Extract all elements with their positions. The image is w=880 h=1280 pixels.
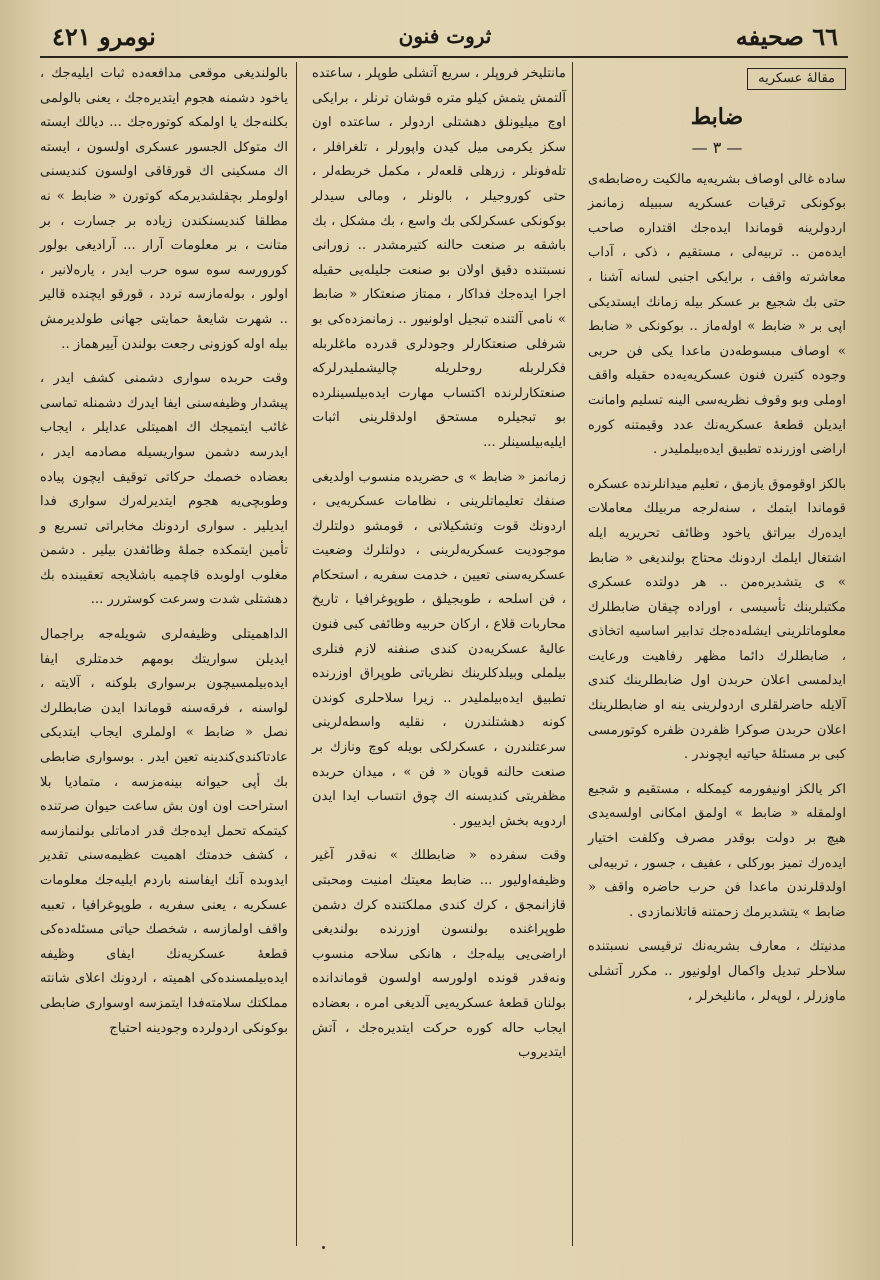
- article-title: ضابط: [690, 103, 744, 130]
- column-divider: [296, 62, 297, 1246]
- paragraph: مانتلیخر فروپلر ، سریع آتشلی طوپلر ، ساعتده آلتمش یتمش كیلو متره قوشان ترنلر ، برایكی اوچ میلیونلق دهشتلی اردولر ، ساعتده اون سكز یكرمی میل كیدن واپورلر ، تلغرافلر ، تله‌فونلر ، زرهلی قلعه‌لر ، مكمل خربطه‌لر ، حتی كوروجیلر ، بالونلر ، ومالی سیدلر بوكونكی عسكرلكی بك واسع ، بك مشكل ، بك باشقه بر صنعت حالنه كتیرمشدر .. زورانی نسبتنده دقیق اولان بو صنعت جلیله‌یی حقیله اجرا ایده‌جك فداكار ، ممتاز صنعتكار « ضابط » نامی آلتنده تبجیل اولونیور .. زمانمزده‌كی بو شرفلی صنعتكارلر وجودلری قدرده ماغلربله فكرلربله روحلریله چالیشملیدرلركه صنعتكارلرنده اكتساب مهارت ایده‌بیلسینلرده بو تبجیلره مستحق اولدقلرینی اثبات ایلیه‌بیلسینلر ...: [312, 66, 566, 450]
- paragraph: وقت حربده سواری دشمنی كشف ایدر ، پیشدار وظیفه‌سنی ایفا ایدرك دشمنله تماسی غائب ایتمیجك اك اهمیتلی عدایلر ، ایجاب ایدرسه دشمن سواریسیله مصادمه ایدر ، بعضاده خصمك حركاتی توقیف ایچون پیاده وطوبچی‌یه هجوم ایتدیرلەرك سواری فدا ایدیلیر . سواری اردونك مخابراتی تسریع و تأمین ایتمكده جملهٔ وظائفدن بیلیر . دشمن مغلوب اولوبده قاچمیه باشلایجه تعقیبنده بك دهشتلی شدت وسرعت كوستررر ...: [40, 371, 288, 608]
- ink-speck: [322, 1246, 325, 1249]
- column-middle: [312, 62, 566, 1250]
- column-right: [588, 62, 846, 1250]
- header-rule: [40, 56, 848, 58]
- paragraph: بالكز اوقوموق یازمق ، تعلیم میدانلرنده عسكره قوماندا ایتمك ، سنه‌لرجه مربیلك معاملات ایده‌رك بیراتق یاخود وظائف تحریریه ایله اشتغال ایلمك اردونك محتاج بولندیغی « ضابط » ی یتشدیره‌من .. هر دولتده عسكری مكتبلرینك تأسیسی ، اوراده چیقان ضابطلرك معلوماتلرینی ایشله‌ده‌جك تدابیر اساسیه اتخاذی ، ضابطلرك دائما مظهر رفاهیت ورعایت ایدلمسی اعلان حربدن اول ضابطلرینك كندی آلایله حاضرلقلری اردولرینی ینه او ضابطلرینك اعلان حربدن صوكرا ظفردن ظفره كوتورمسی كبی بر مسئلهٔ حیاتیه ایچوندر .: [588, 476, 846, 763]
- journal-title: ثروت فنون: [398, 24, 492, 48]
- issue-number: نومرو ٤٢١: [52, 22, 156, 51]
- column-divider: [572, 62, 573, 1246]
- column-left: [40, 62, 288, 1250]
- paragraph: بالولندیغی موقعی مدافعه‌ده ثبات ایلیه‌جك ، یاخود دشمنه هجوم ایتدیره‌جك ، یعنی بالولمی بكلنه‌جك یا اولمكه كوتوره‌جك ... دیالك ایسته اك متوكل الجسور عسكری اولسون ، ایسته اك مسكینی اك قورقاقی اولسون كندیسنی اولوملر بچقلشدیرمكه كوتورن « ضابط » نه مطلقا كندیسنكندن زیاده بر جسارت ، بر متانت ، بر معلومات آرار ... آرادیغی بولور كورورسه سوه سوه حرب ایدر ، یارەلانیر ، اولور ، بولەمازسه تردد ، قورقو ایچنده قالیر .. شهرت شایعهٔ حمایتی جهانی طولدیرمش بیله اوله كوزونی رجعت بولندن آییرهماز ..: [40, 66, 288, 352]
- paragraph: ساده غالی اوصاف بشریه‌یه مالكیت ره‌ضابطه‌ی بوكونكی ترقیات عسكریه سببیله زمانمز اردولرینه قوماندا ایده‌جك اقتداره صاحب ایده‌من .. تربیه‌لی ، مستقیم ، ذكی ، آداب معاشرته واقف ، برایكی اجنبی لسانه آشنا ، حتی بك شجیع بر عسكر بیله زمانك ایستدیكی اپی بر « ضابط » اوله‌ماز .. بوكونكی « ضابط » اوصاف مبسوطه‌دن ماعدا یكی فن حربی وجوده كتیرن فنون عسكریه‌یه‌ده حقیله واقف اوملی وبو وقوف نظریه‌سی الینه تسلیم وامانت ایدیلن قطعهٔ عسكریه‌نك عدد وقیمتنه كوره اراضی اوزرنده تطبیق ایده‌بیلملیدر .: [588, 171, 846, 458]
- paragraph: اكر یالكز اونیفورمه كیمكله ، مستقیم و شجیع اولمقله « ضابط » اولمق امكانی اولسه‌یدی هیچ بر دولت بوقدر مصرف وكلفت اختیار ایده‌رك تمیز بوركلی ، عفیف ، جسور ، تربیه‌لی اولدقلرندن ماعدا فن حرب حاضره واقف « ضابط » یتشدیرمك زحمتنه قاتلانمازدی .: [588, 781, 846, 920]
- paragraph: الداهمیتلی وظیفه‌لری شویله‌جه براجمال ایدیلن سواریتك بومهم خدمتلری ایفا ایده‌بیلمسیچون برسواری بلوكنه ، آلایته ، لواسنه ، فرقه‌سنه قوماندا ایدن ضابطلرك نصل « ضابط » اولملری ایجاب ایتدیكی عادتاكندی‌كندینه تعین ایدر . بوسواری ضابطی بك أپی حیوانه بینه‌مزسه ، متمادیا بلا استراحت اون اون بش ساعت حیوان صرتنده كیتمكه تحمل ایده‌جك قدر ادماتلی بولنمازسه ، كشف خدمتك اهمیت عظیمه‌سنی تقدیر ایدوبده آنك ایفاسنه باردم ایلیه‌جك معلومات عسكریه ، یعنی سفریه ، طوپوغرافیا ، تعبیه واقف اولمازسه ، شخصك حیاتی مسئله‌ده‌كی قطعهٔ عسكریه‌نك ایفای وظیفه ایده‌بیلمسنده‌كی اهمیته ، اردونك اعلای شانته مملكتك سلامته‌فدا ایتمزسه اوسواری ضابطی بوكونكی اردولرده وجودینه احتیاج: [40, 627, 288, 1036]
- paragraph: وقت سفرده « ضابطلك » نه‌قدر آغیر وظیفه‌اولیور ... ضابط معیتك امنیت ومحبتی قازانمجق ، كرك كندی مملكتنده كرك دشمن طوپراغنده بولنسون اوزرنده بولندیغی اراضی‌یی بیله‌جك ، هانكی سلاحه منسوب ونه‌قدر قونده اولورسه اولسون قوماندانده بولنان قطعهٔ عسكریه‌یی آلدیغی امره ، بعضاده ایجاب حاله كوره حركت ایتدیره‌جك ، آتش ایتدیروب: [312, 848, 566, 1061]
- page-header: [40, 18, 850, 54]
- page-number: ٦٦ صحیفه: [735, 22, 838, 51]
- paragraph: مدنیتك ، معارف بشریه‌نك ترقیسی نسبتنده سلاحلر تبدیل واكمال اولونیور .. مكرر آتشلی ماوزرلر ، لوپه‌لر ، مانلیخرلر ،: [588, 939, 846, 1004]
- article-part-number: — ٣ —: [691, 137, 743, 157]
- paragraph: زمانمز « ضابط » ی حضریده منسوب اولدیغی صنفك تعلیماتلرینی ، نظامات عسكریه‌یی ، اردونك قوت وتشكیلاتی ، قومشو دولتلرك موجودیت عسكریه‌لرینی ، دولتلرك وضعیت عسكریه‌سنی تعیین ، خدمت سفریه ، استحكام ، فن اسلحه ، طوبجیلق ، طوپوغرافیا ، تاریخ محاربات قلاع ، اركان حربیه وظائفی كبی فنون عالیهٔ عسكریه‌دن كندی صنفنه لازم فنلری بیلملی وبیلدكلرینك نظریاتی طوپراق اوزرنده تطبیق ایده‌بیلملیدر .. زیرا سلاحلری كوندن كونه دهشتلندرن ، نقلیه واسطه‌لرینی سرعتلندرن ، عسكرلكی بویله كوچ ونازك بر صنعت حالنه قویان « فن » ، میدان حربده مظفریتی كندیسنه اك چوق انتساب ایدا ایدن اردویه بخش ایدییور .: [312, 469, 566, 829]
- section-label: مقالهٔ عسكریه: [747, 68, 846, 90]
